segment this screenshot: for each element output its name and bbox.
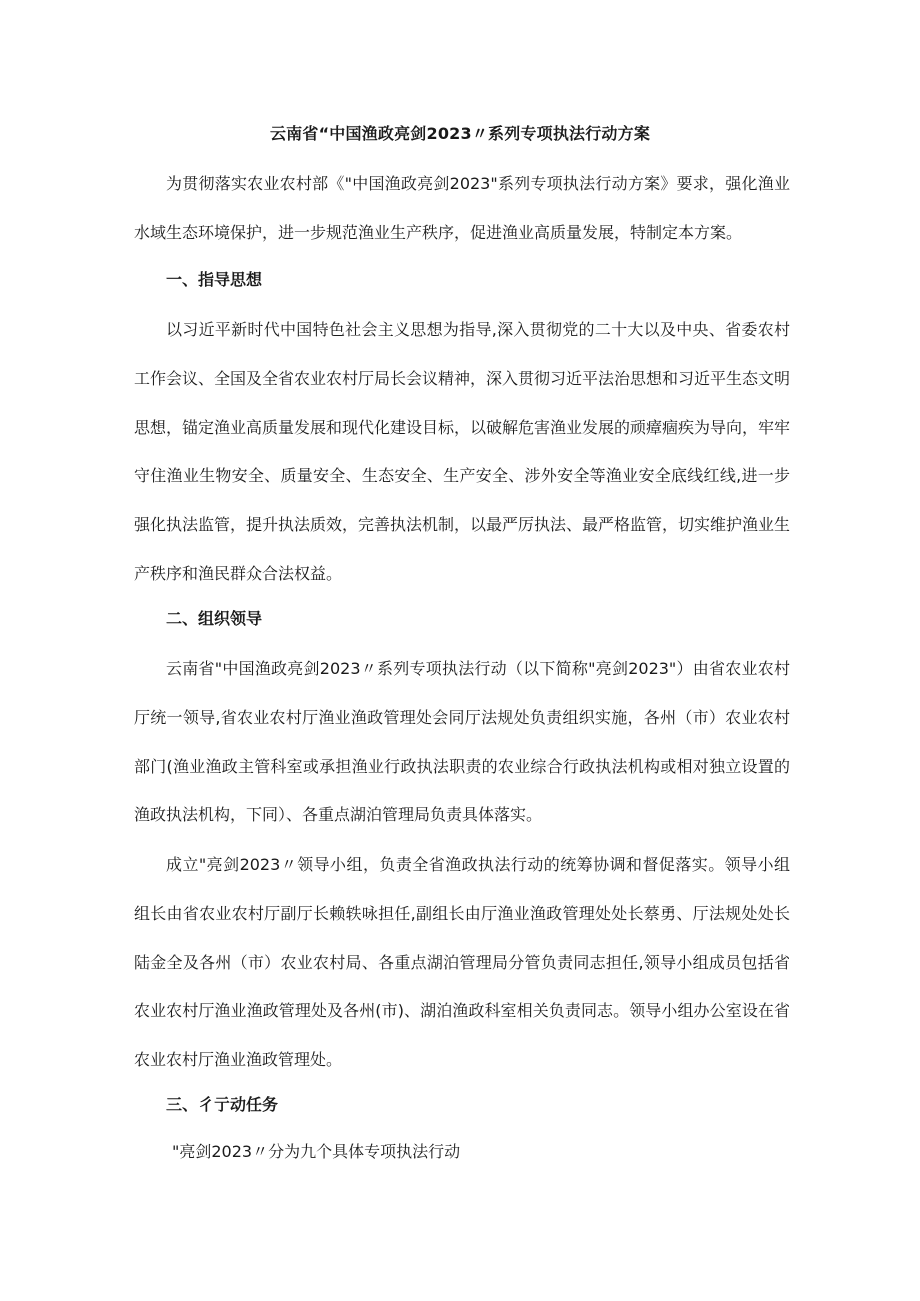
organization-paragraph-1: 云南省"中国渔政亮剑2023〃系列专项执法行动（以下简称"亮剑2023"）由省农业农村厅统一领导,省农业农村厅渔业渔政管理处会同厅法规处负责组织实施，各州（市）农业农村部门(渔业渔政主管科室或承担渔业行政执法职责的农业综合行政执法机构或相对独立设置的渔政执法机构，下同）、各重点湖泊管理局负责具体落实。 — [134, 659, 790, 825]
action-tasks-paragraph: "亮剑2023〃分为九个具体专项执法行动 — [172, 1142, 461, 1161]
section-heading-guiding-ideology: 一、指导思想 — [166, 270, 263, 289]
intro-paragraph: 为贯彻落实农业农村部《"中国渔政亮剑2023"系列专项执法行动方案》要求，强化渔业水域生态环境保护，进一步规范渔业生产秩序，促进渔业高质量发展，特制定本方案。 — [134, 174, 790, 242]
section-heading-action-tasks: 三、彳亍动任务 — [166, 1095, 279, 1114]
document-title: 云南省“中国渔政亮剑2023〃系列专项执法行动方案 — [269, 124, 651, 143]
organization-paragraph-2: 成立"亮剑2023〃领导小组，负责全省渔政执法行动的统筹协调和督促落实。领导小组组长由省农业农村厅副厅长赖轶咏担任,副组长由厅渔业渔政管理处处长蔡勇、厅法规处处长陆金全及各州（市）农业农村局、各重点湖泊管理局分管负责同志担任,领导小组成员包括省农业农村厅渔业渔政管理处及各州(市)、湖泊渔政科室相关负责同志。领导小组办公室设在省农业农村厅渔业渔政管理处。 — [134, 855, 790, 1070]
section-heading-organization: 二、组织领导 — [166, 609, 263, 628]
guiding-ideology-paragraph: 以习近平新时代中国特色社会主义思想为指导,深入贯彻党的二十大以及中央、省委农村工作会议、全国及全省农业农村厅局长会议精神，深入贯彻习近平法治思想和习近平生态文明思想，锚定渔业高质量发展和现代化建设目标，以破解危害渔业发展的顽瘴痼疾为导向，牢牢守住渔业生物安全、质量安全、生态安全、生产安全、涉外安全等渔业安全底线红线,进一步强化执法监管，提升执法质效，完善执法机制，以最严厉执法、最严格监管，切实维护渔业生产秩序和渔民群众合法权益。 — [134, 320, 791, 583]
